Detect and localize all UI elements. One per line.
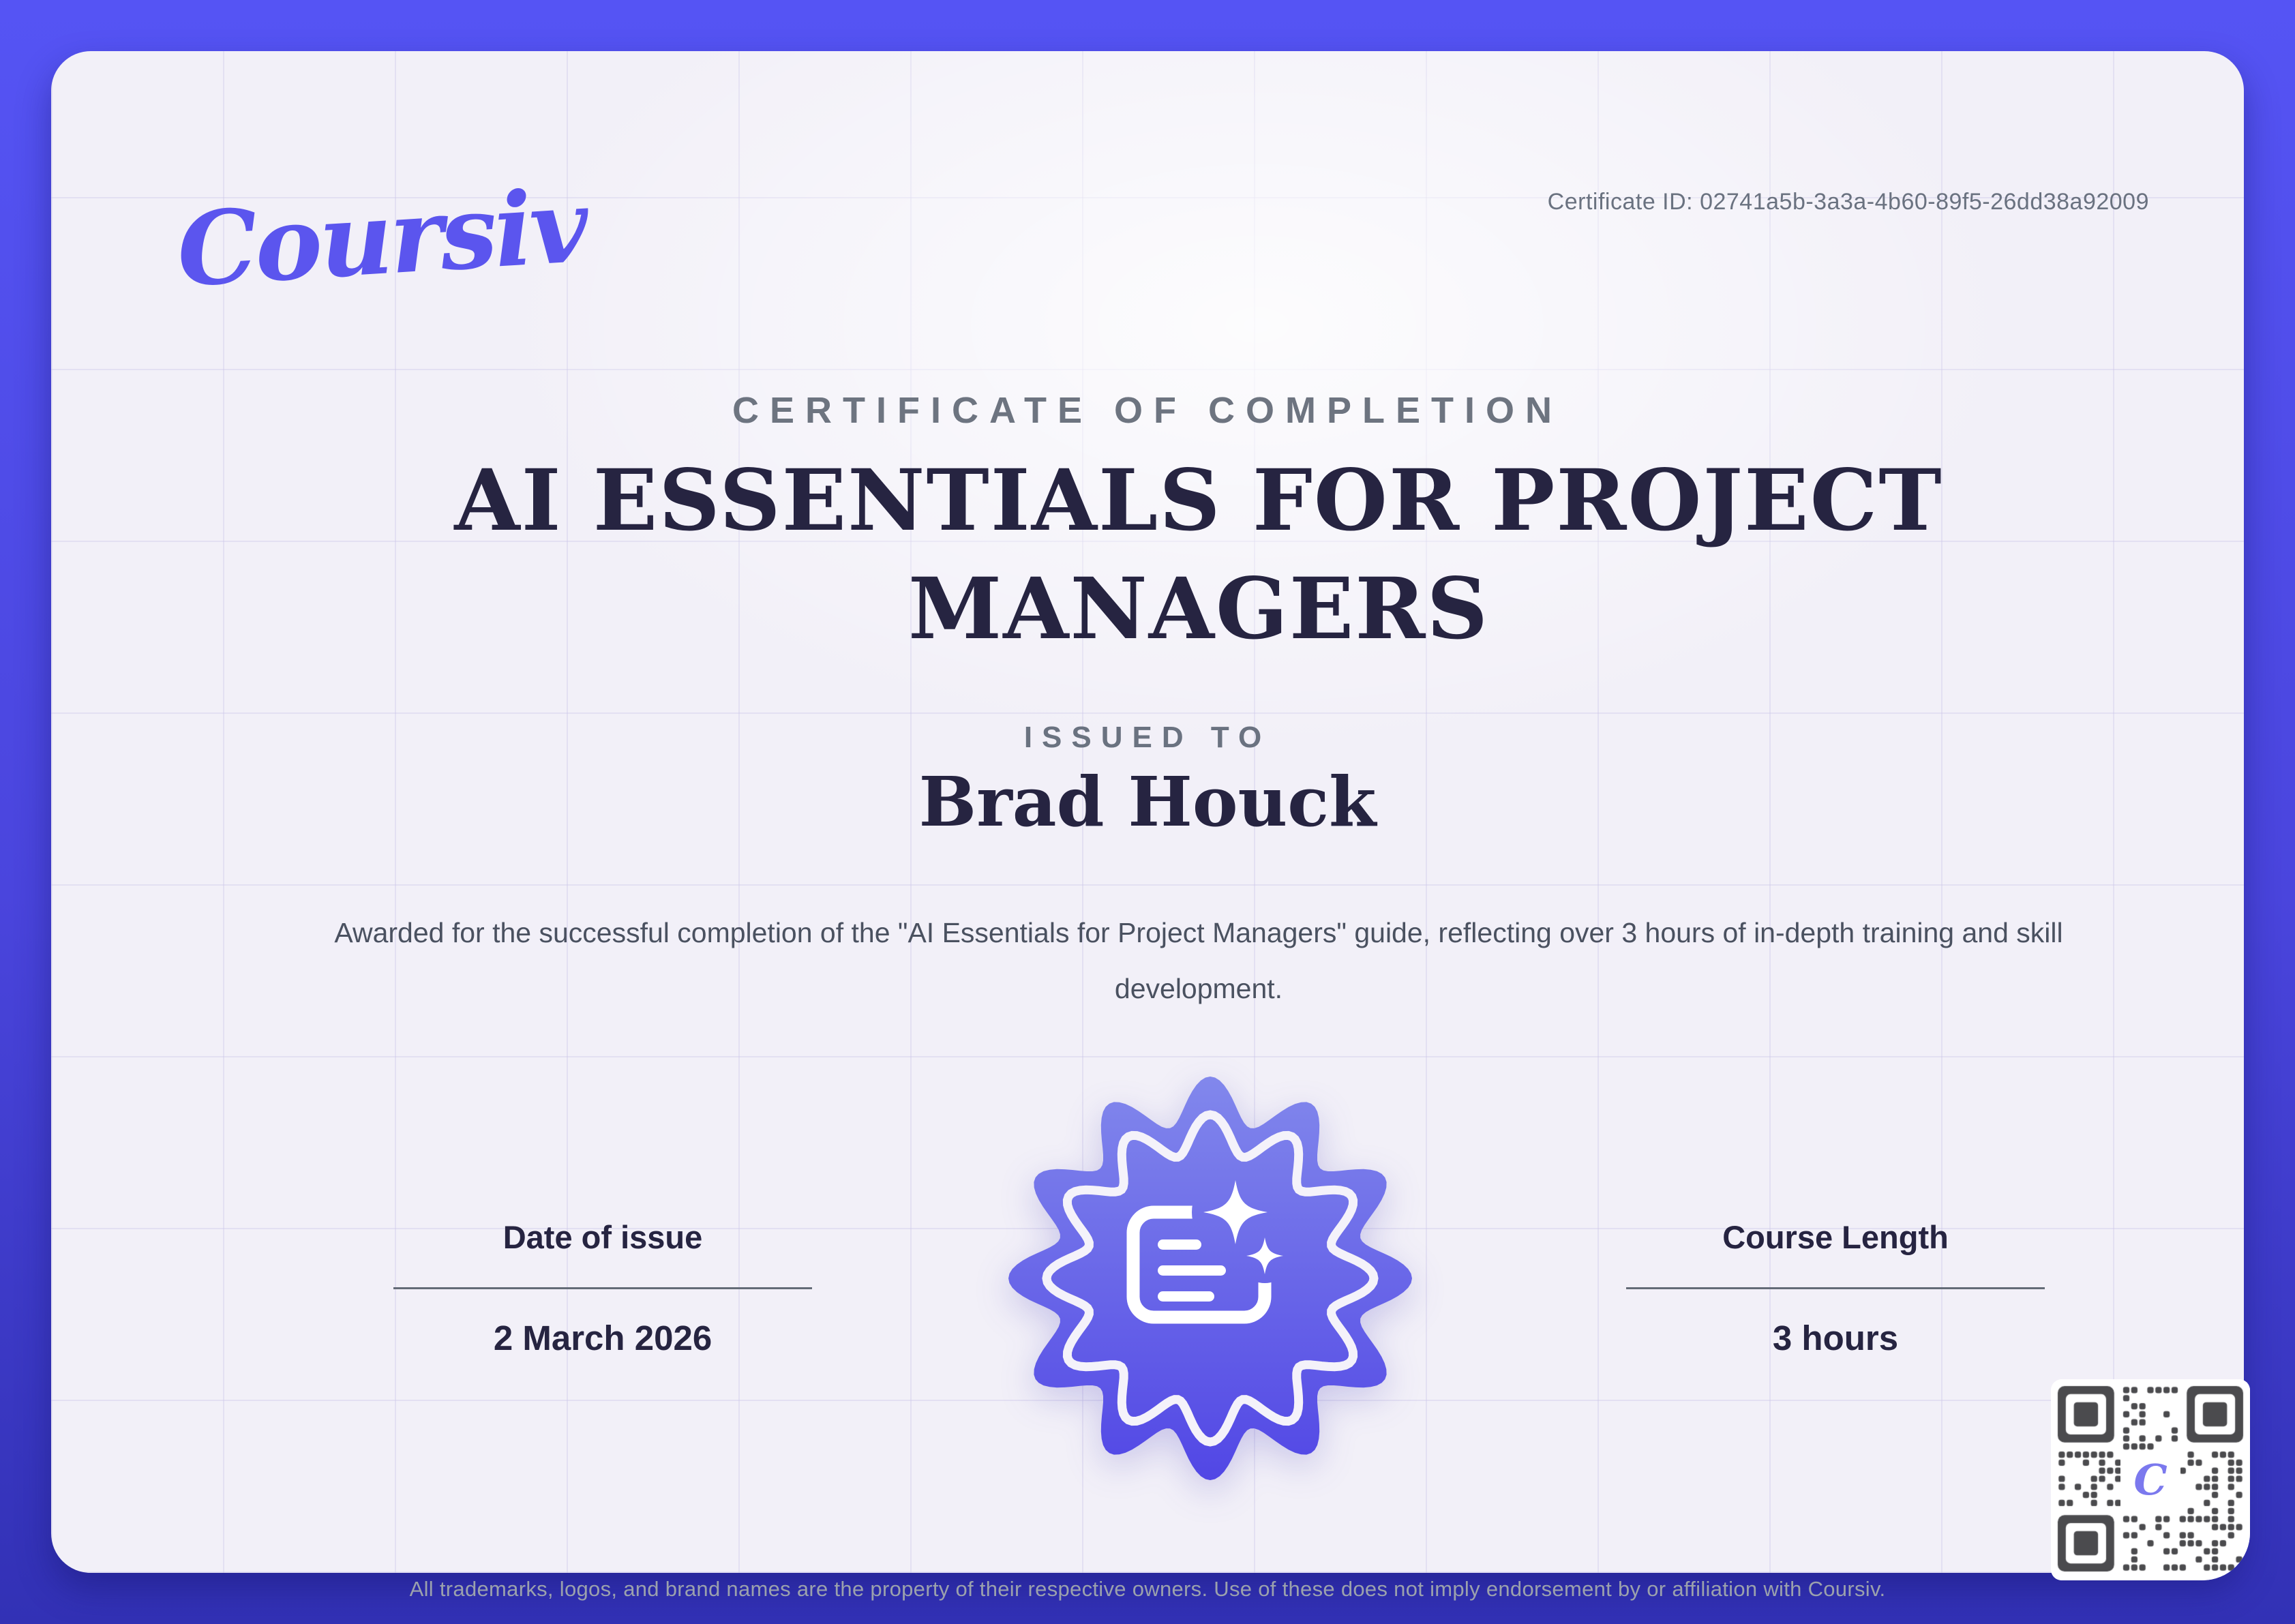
coursiv-logo: Coursiv [173, 166, 590, 310]
date-of-issue-label: Date of issue [502, 1219, 703, 1255]
completion-eyebrow: CERTIFICATE OF COMPLETION [732, 390, 1563, 431]
certificate-id-value: 02741a5b-3a3a-4b60-89f5-26dd38a92009 [1700, 189, 2149, 215]
date-of-issue-column [364, 1218, 841, 1358]
issued-to-label: ISSUED TO [1023, 721, 1272, 754]
course-length-value: 3 hours [1772, 1319, 1899, 1357]
award-seal-badge-icon [1006, 1074, 1415, 1483]
date-divider-line [393, 1287, 812, 1289]
course-length-label: Course Length [1722, 1219, 1949, 1255]
qr-center-logo [2120, 1452, 2180, 1509]
length-divider-line [1626, 1287, 2045, 1289]
qr-code [2051, 1379, 2250, 1580]
certificate-card [51, 51, 2244, 1601]
date-of-issue-value: 2 March 2026 [493, 1319, 712, 1357]
award-description: Awarded for the successful completion of the "AI Essentials for Project Managers" guide, reflecting over 3 hours of in-depth training and skill development. [334, 917, 2063, 1004]
footer-disclaimer: All trademarks, logos, and brand names are the property of their respective owners. Use of these does not imply endorsement by or affiliation with Coursiv. [409, 1577, 1886, 1601]
certificate-id [1548, 189, 2149, 215]
course-title: AI ESSENTIALS FOR PROJECT MANAGERS [454, 451, 1943, 659]
qr-coursiv-c-glyph: C [2133, 1454, 2168, 1505]
recipient-name: Brad Houck [918, 762, 1377, 842]
certificate-id-label: Certificate ID: [1547, 189, 1694, 215]
course-length-column [1597, 1218, 2074, 1358]
